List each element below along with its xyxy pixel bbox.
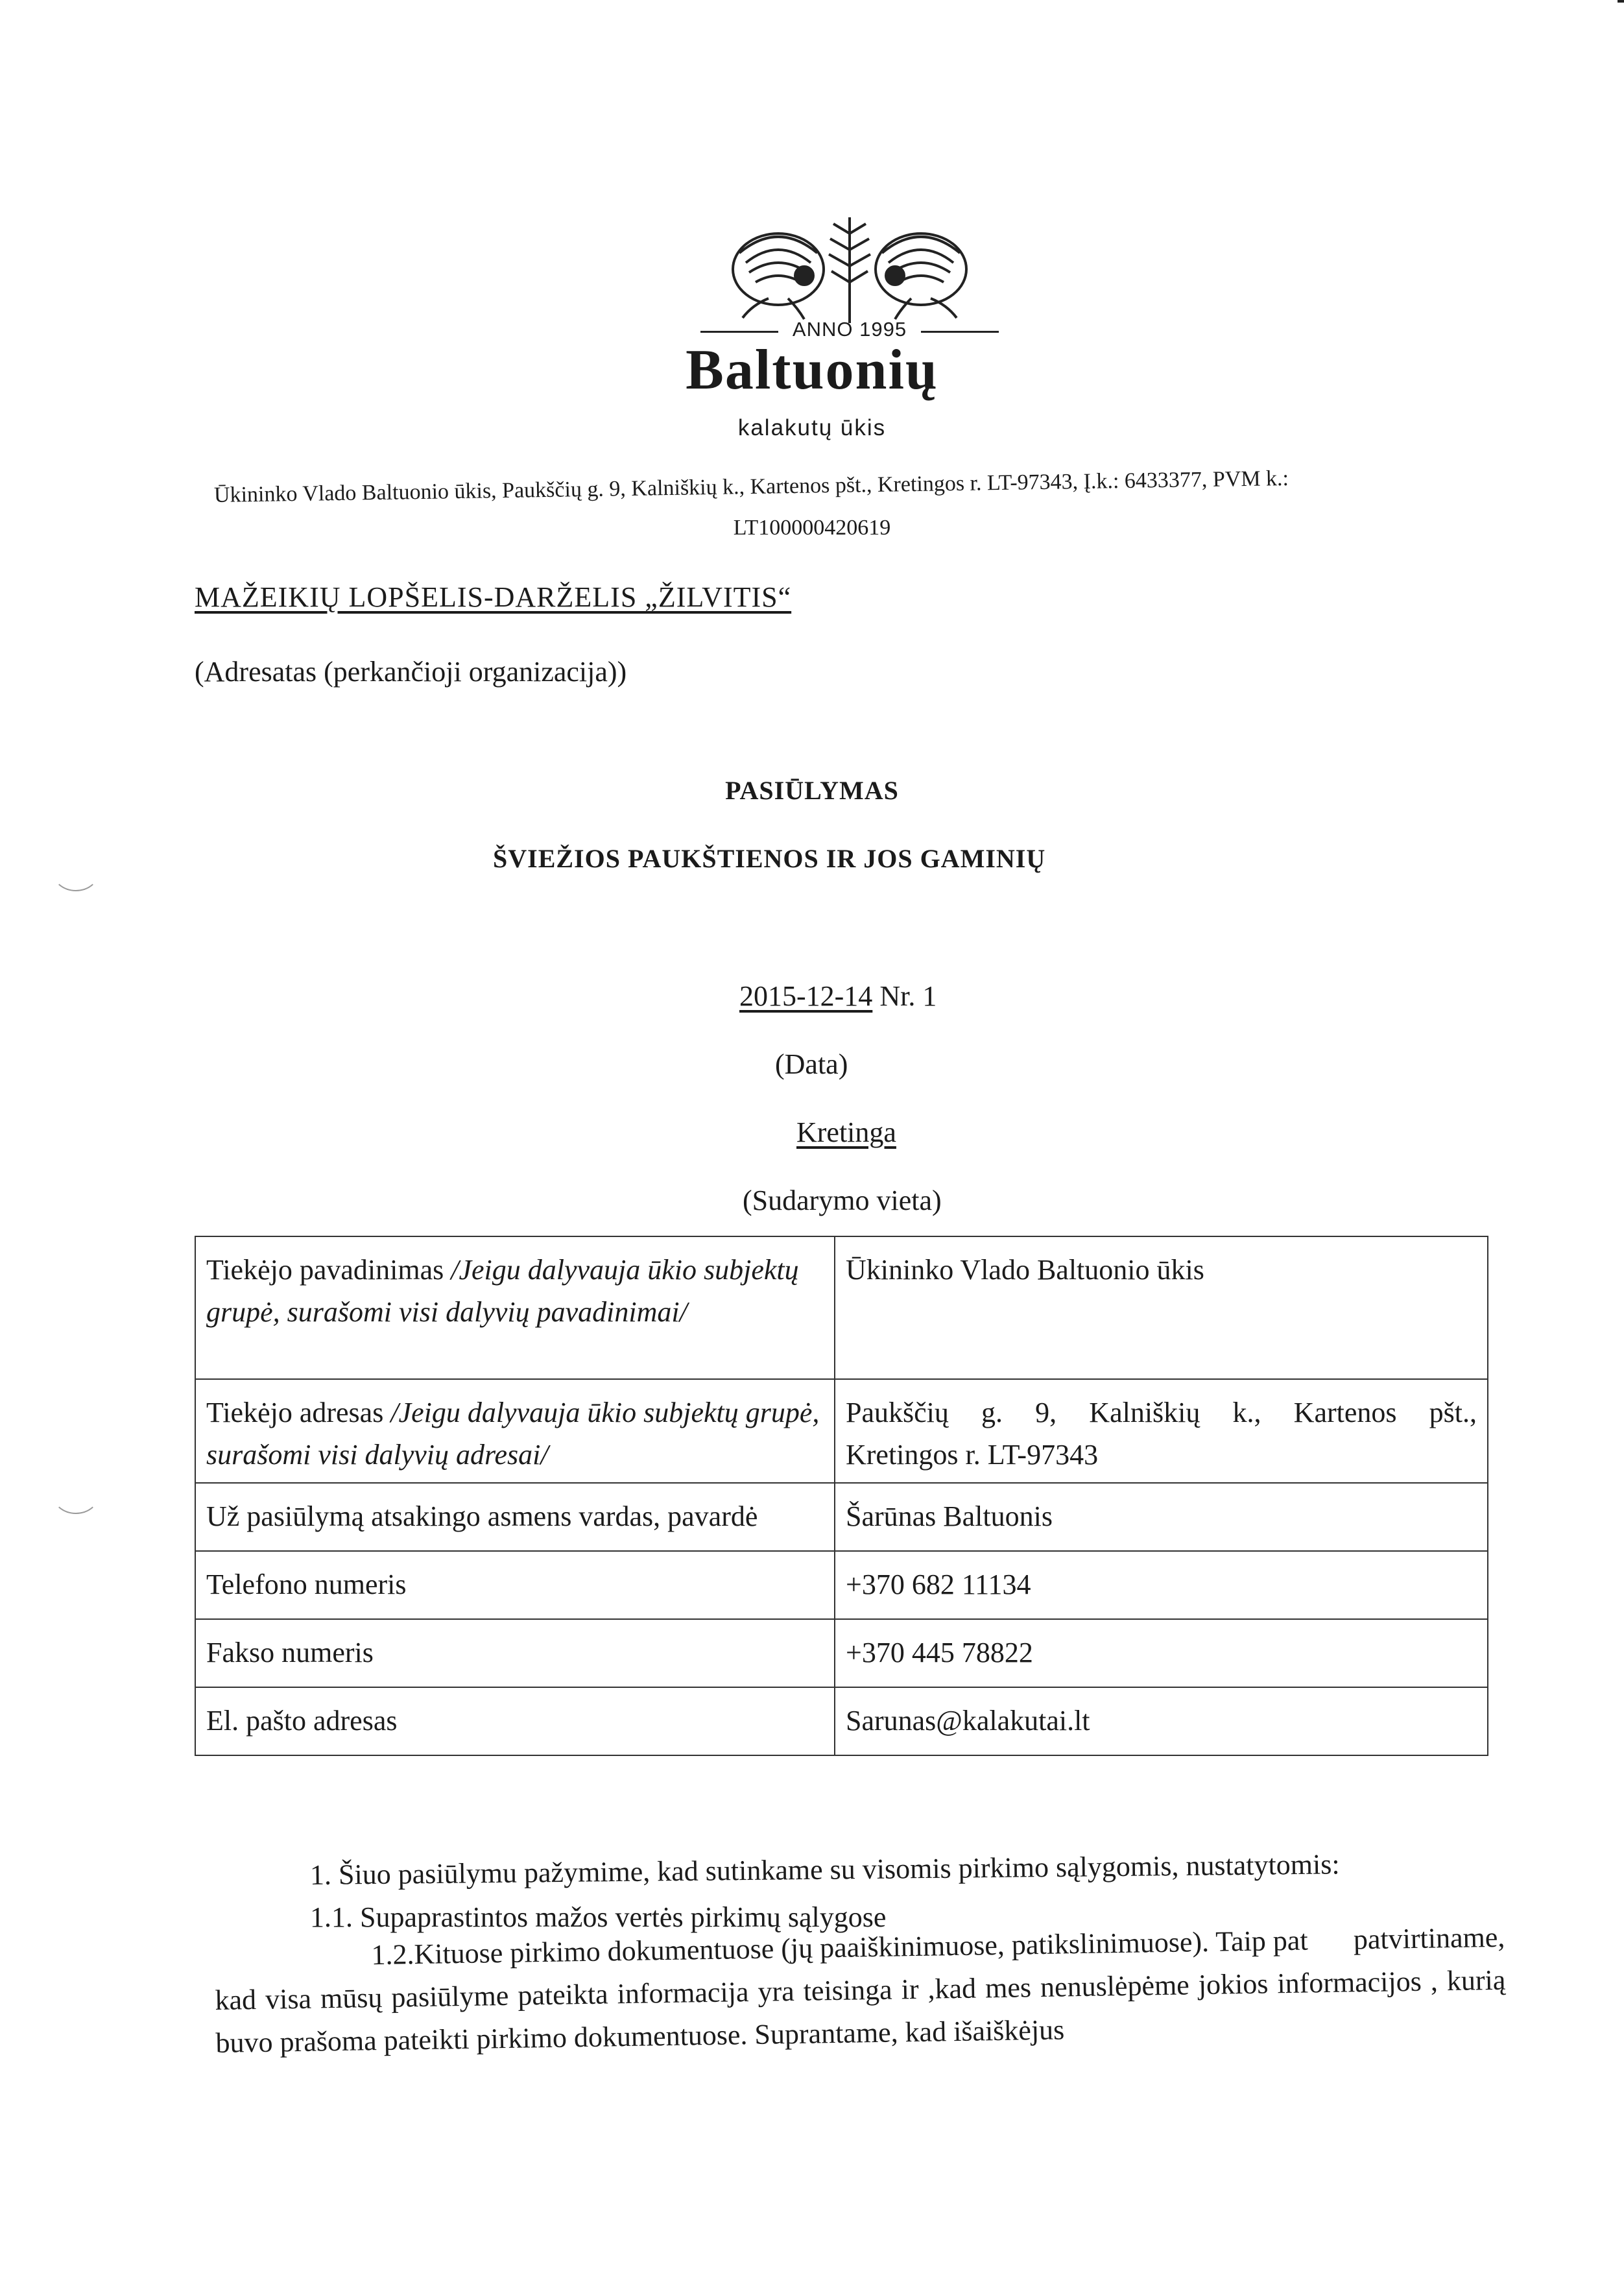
supplier-name-value: Ūkininko Vlado Baltuonio ūkis (846, 1254, 1204, 1286)
addressee-name: MAŽEIKIŲ LOPŠELIS-DARŽELIS „ŽILVITIS“ (195, 581, 792, 613)
table-cell-label (195, 1379, 835, 1483)
paragraph-1: 1. Šiuo pasiūlymu pažymime, kad sutinkame su visomis pirkimo sąlygomis, nustatytomis: (309, 1848, 1340, 1891)
addressee-caption: (Adresatas (perkančioji organizacija)) (195, 656, 627, 688)
table-row (195, 1483, 1488, 1551)
label-note: /Jeigu dalyvauja ūkio subjektų grupė, surašomi visi dalyvių adresai/ (206, 1397, 820, 1471)
logo-anno-text: ANNO 1995 (792, 318, 907, 341)
logo-name: Baltuonių (686, 339, 938, 402)
farm-logo-icon (707, 208, 992, 324)
scan-edge-mark (1618, 0, 1624, 3)
table-row (195, 1687, 1488, 1755)
place-caption: (Sudarymo vieta) (743, 1185, 942, 1216)
paragraph-1-1: 1.1. Supaprastintos mažos vertės pirkimų sąlygose (310, 1901, 887, 1933)
table-cell-value (835, 1236, 1488, 1379)
paragraph-1-2 (214, 1916, 1507, 2065)
paragraph-1-2-rest: patvirtiname, kad visa mūsų pasiūlyme pateikta informacija yra teisinga ir ,kad mes nenuslėpėme jokios informacijos , kurią buvo prašoma pateikti pirkimo dokumentuose. Suprantame, kad išaiškėjus (215, 1921, 1506, 2059)
contact-person-value: Šarūnas Baltuonis (835, 1483, 1488, 1551)
logo-subtitle: kalakutų ūkis (737, 415, 887, 440)
date-caption: (Data) (775, 1048, 848, 1080)
table-cell-label: El. pašto adresas (195, 1687, 835, 1755)
document-number: Nr. 1 (879, 980, 937, 1012)
supplier-header-line2: LT100000420619 (733, 516, 891, 540)
phone-value: +370 682 11134 (835, 1551, 1488, 1619)
table-cell-label: Fakso numeris (195, 1619, 835, 1687)
table-cell-label: Už pasiūlymą atsakingo asmens vardas, pavardė (195, 1483, 835, 1551)
table-cell-label (195, 1236, 835, 1379)
label-text: Tiekėjo adresas (206, 1397, 384, 1428)
supplier-header-line1: Ūkininko Vlado Baltuonio ūkis, Paukščių g. 9, Kalniškių k., Kartenos pšt., Kretingos r. LT-97343, Į.k.: 6433377, PVM k.: (213, 466, 1289, 507)
table-row (195, 1236, 1488, 1379)
table-row (195, 1551, 1488, 1619)
hole-punch-mark (52, 1473, 100, 1514)
table-row (195, 1619, 1488, 1687)
date-value: 2015-12-14 (739, 980, 873, 1012)
table-cell-value (835, 1379, 1488, 1483)
document-title: PASIŪLYMAS (725, 776, 899, 805)
hole-punch-mark (52, 850, 100, 891)
paragraph-1-2-first-line: 1.2.Kituose pirkimo dokumentuose (jų paaiškinimuose, patikslinimuose). Taip pat (371, 1924, 1308, 1971)
table-cell-label: Telefono numeris (195, 1551, 835, 1619)
email-value: Sarunas@kalakutai.lt (835, 1687, 1488, 1755)
supplier-address-value: Paukščių g. 9, Kalniškių k., Kartenos pšt., (846, 1397, 1477, 1428)
label-note: /Jeigu dalyvauja ūkio subjektų grupė, surašomi visi dalyvių pavadinimai/ (206, 1254, 799, 1329)
supplier-info-table (195, 1236, 1488, 1756)
fax-value: +370 445 78822 (835, 1619, 1488, 1687)
supplier-address-value-2: Kretingos r. LT-97343 (846, 1439, 1099, 1471)
label-text: Tiekėjo pavadinimas (206, 1254, 444, 1286)
date-line (739, 980, 937, 1013)
place-value: Kretinga (796, 1116, 896, 1148)
document-subtitle: ŠVIEŽIOS PAUKŠTIENOS IR JOS GAMINIŲ (493, 844, 1046, 873)
table-row (195, 1379, 1488, 1483)
